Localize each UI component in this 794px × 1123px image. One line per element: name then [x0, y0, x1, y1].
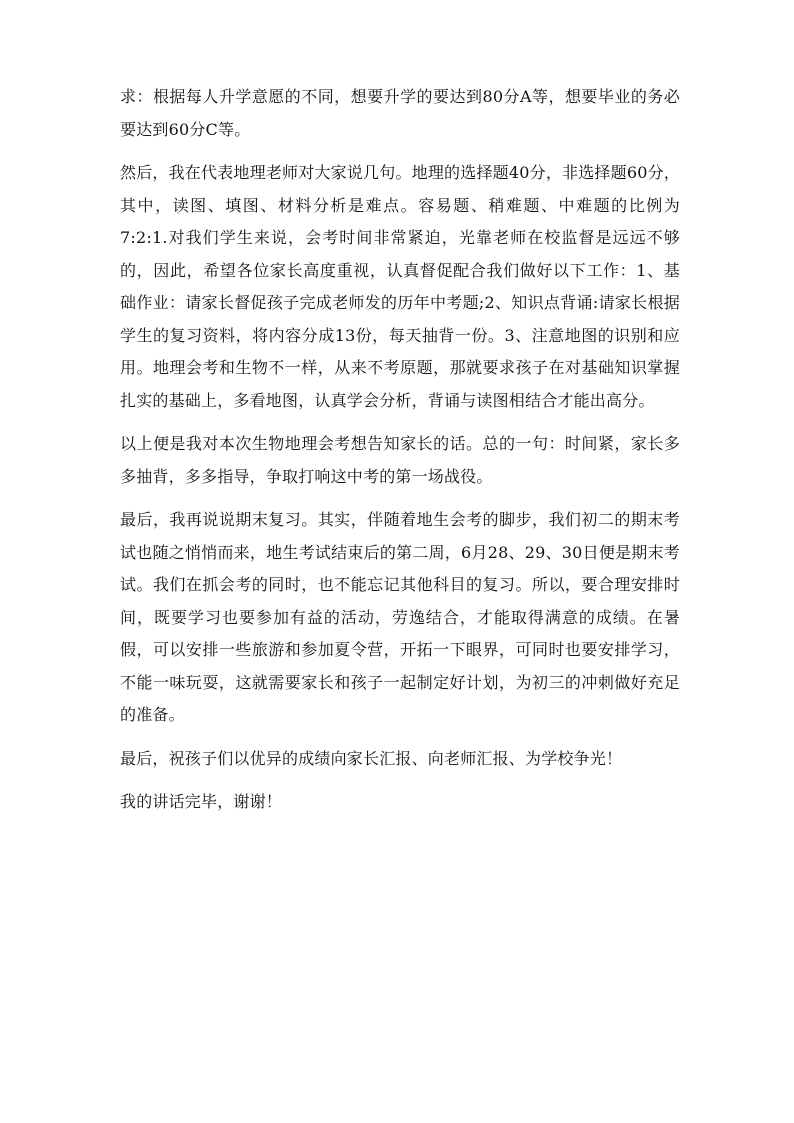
paragraph-closing: 我的讲话完毕，谢谢！	[120, 792, 283, 811]
paragraph-geography-exam: 然后，我在代表地理老师对大家说几句。地理的选择题40分，非选择题60分，其中，读图、填图、材料分析是难点。容易题、稍难题、中难题的比例为7:2:1.对我们学生来说，会考时间非常紧迫，光靠老师在校监督是远远不够的，因此，希望各位家长高度重视，认真督促配合我们做好以下工作：1、基础作业：请家长督促孩子完成老师发的历年中考题;2、知识点背诵:请家长根据学生的复习资料，将内容分成13份，每天抽背一份。3、注意地图的识别和应用。地理会考和生物不一样，从来不考原题，那就要求孩子在对基础知识掌握扎实的基础上，多看地图，认真学会分析，背诵与读图相结合才能出高分。	[120, 163, 680, 410]
paragraph-wishes: 最后，祝孩子们以优异的成绩向家长汇报、向老师汇报、为学校争光！	[120, 748, 623, 768]
paragraph-summary: 以上便是我对本次生物地理会考想告知家长的话。总的一句：时间紧，家长多多抽背，多多指导，争取打响这中考的第一场战役。	[120, 434, 680, 486]
paragraph-final-review: 最后，我再说说期末复习。其实，伴随着地生会考的脚步，我们初二的期末考试也随之悄悄而来，地生考试结束后的第二周，6月28、29、30日便是期末考试。我们在抓会考的同时，也不能忘记其他科目的复习。所以，要合理安排时间，既要学习也要参加有益的活动，劳逸结合，才能取得满意的成绩。在暑假，可以安排一些旅游和参加夏令营，开拓一下眼界，可同时也要安排学习，不能一味玩耍，这就需要家长和孩子一起制定好计划，为初三的冲刺做好充足的准备。	[120, 510, 680, 724]
document-body	[120, 81, 680, 830]
paragraph-admission-requirement: 求：根据每人升学意愿的不同，想要升学的要达到80分A等，想要毕业的务必要达到60分C等。	[120, 87, 680, 139]
